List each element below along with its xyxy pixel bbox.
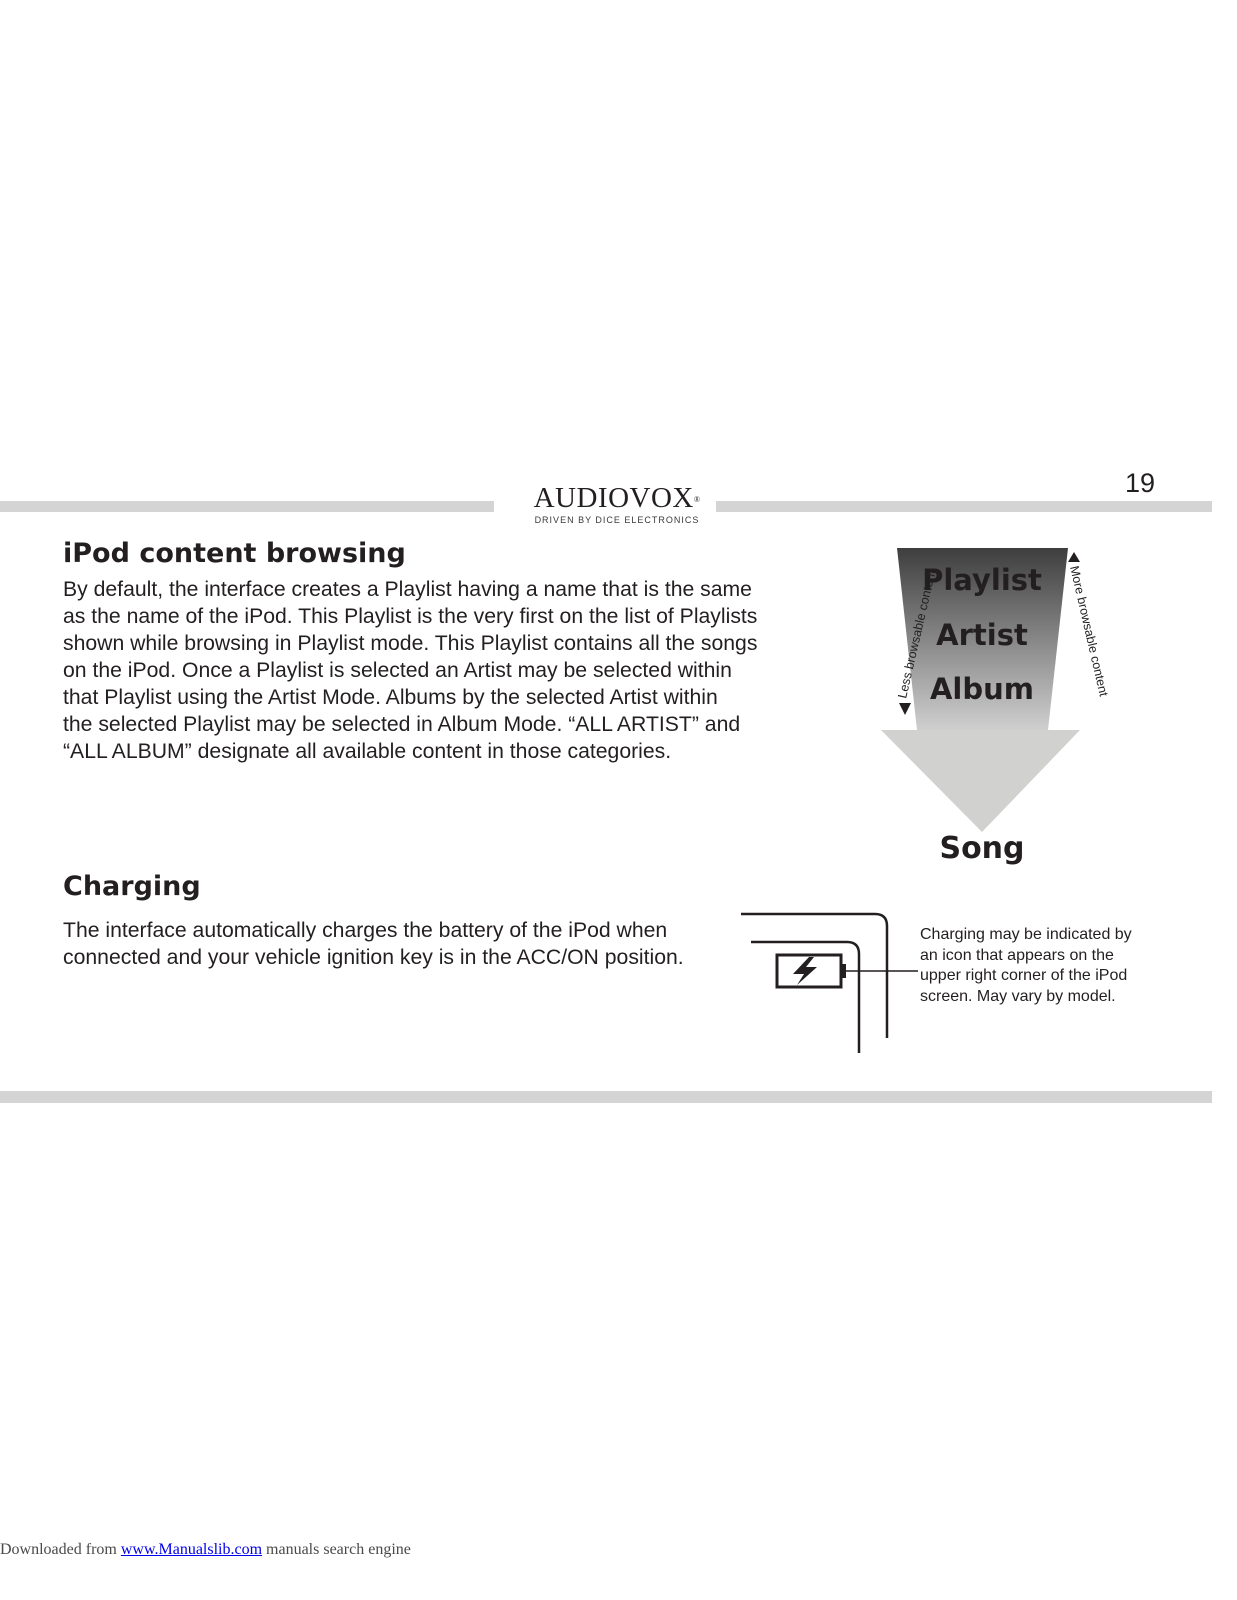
note-line: an icon that appears on the xyxy=(920,946,1114,964)
bottom-song: Song xyxy=(939,831,1025,866)
manualslib-link[interactable]: www.Manualslib.com xyxy=(120,1541,263,1558)
paragraph-line: The interface automatically charges the battery of the iPod when xyxy=(63,919,668,942)
browsing-hierarchy-diagram xyxy=(860,540,1111,880)
funnel-arrow-head xyxy=(881,730,1080,832)
footer-suffix: manuals search engine xyxy=(262,1541,411,1558)
charging-paragraph xyxy=(63,917,684,971)
level-album: Album xyxy=(929,672,1035,706)
charging-note xyxy=(920,925,1132,1007)
brand-tagline: DRIVEN BY DICE ELECTRONICS xyxy=(534,515,700,525)
ipod-corner-illustration xyxy=(735,905,920,1057)
right-label: More browsable content xyxy=(1067,564,1111,698)
left-arrow-icon xyxy=(899,703,911,715)
header-band-right xyxy=(716,501,1212,512)
footer-prefix: Downloaded from xyxy=(0,1541,121,1558)
paragraph-line: as the name of the iPod. This Playlist is the very first on the list of Playlists xyxy=(63,605,758,628)
brand-name: AUDIOVOX® xyxy=(533,482,701,514)
left-label: Less browsable content xyxy=(895,568,939,700)
level-artist: Artist xyxy=(936,618,1028,652)
section-heading-browsing: iPod content browsing xyxy=(63,538,406,569)
paragraph-line: “ALL ALBUM” designate all available content in those categories. xyxy=(63,740,672,763)
paragraph-line: on the iPod. Once a Playlist is selected an Artist may be selected within xyxy=(63,659,732,682)
header-band-left xyxy=(0,501,494,512)
paragraph-line: that Playlist using the Artist Mode. Albums by the selected Artist within xyxy=(63,686,718,709)
section-heading-charging: Charging xyxy=(63,871,201,902)
note-line: upper right corner of the iPod xyxy=(920,967,1128,984)
paragraph-line: shown while browsing in Playlist mode. This Playlist contains all the songs xyxy=(63,632,758,655)
level-playlist: Playlist xyxy=(922,563,1042,597)
paragraph-line: connected and your vehicle ignition key is in the ACC/ON position. xyxy=(63,946,684,969)
page-number: 19 xyxy=(1125,468,1156,498)
brand-logo xyxy=(512,482,722,526)
paragraph-line: the selected Playlist may be selected in Album Mode. “ALL ARTIST” and xyxy=(63,713,741,736)
paragraph-line: By default, the interface creates a Playlist having a name that is the same xyxy=(63,578,752,601)
battery-charging-icon xyxy=(777,955,846,987)
browsing-paragraph xyxy=(63,576,757,765)
right-arrow-icon xyxy=(1068,552,1080,562)
note-line: Charging may be indicated by xyxy=(920,926,1132,943)
footer-band xyxy=(0,1091,1212,1103)
download-footer xyxy=(0,1541,411,1559)
note-line: screen. May vary by model. xyxy=(920,987,1116,1005)
